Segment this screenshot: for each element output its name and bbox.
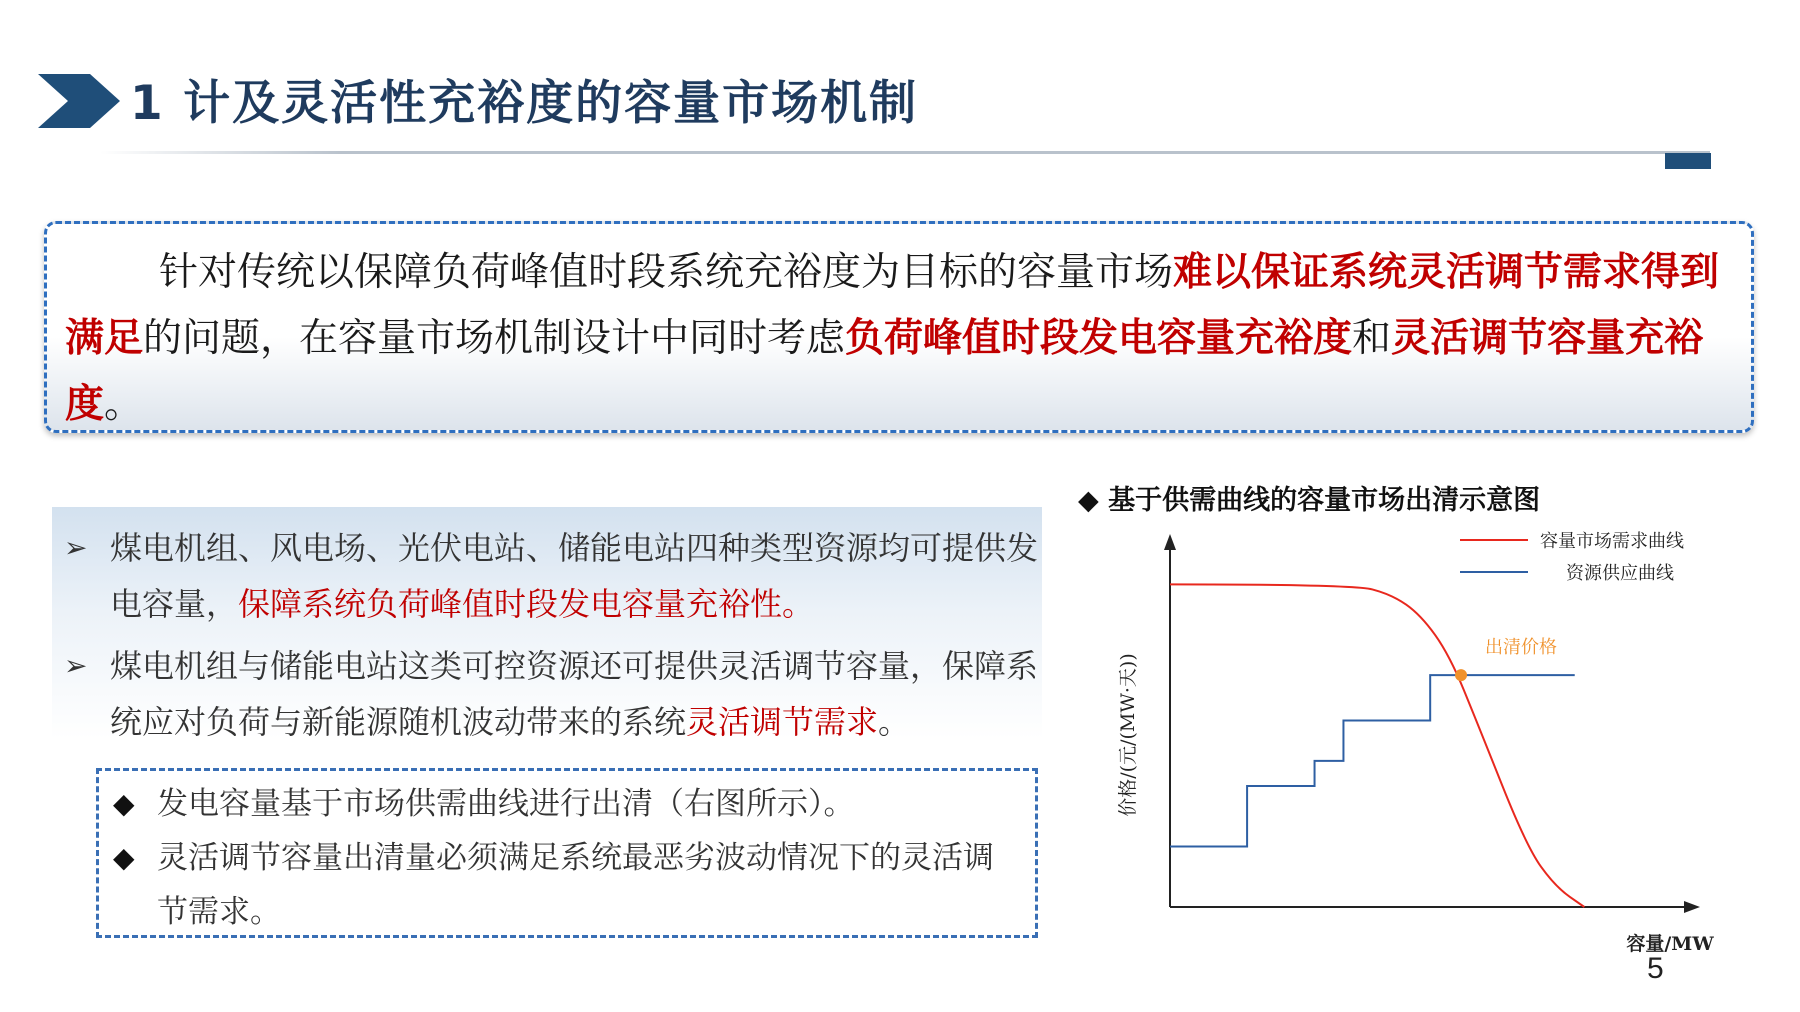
bullet-text: 煤电机组、风电场、光伏电站、储能电站四种类型资源均可提供发电容量， (110, 529, 1039, 623)
legend-label-demand: 容量市场需求曲线 (1540, 531, 1684, 552)
supply-curve (1170, 675, 1575, 846)
clearing-price-label: 出清价格 (1485, 637, 1558, 659)
diamond-bullet-icon: ◆ (113, 787, 135, 820)
intro-text-3: 和 (1352, 316, 1392, 361)
title-accent-block (1665, 153, 1711, 169)
intro-text-4: 。 (104, 382, 144, 427)
bullet-tail: 。 (878, 703, 911, 741)
y-axis-arrow-icon (1164, 534, 1176, 550)
arrow-bullet-icon: ➢ (64, 531, 88, 564)
note-text: 发电容量基于市场供需曲线进行出清（右图所示）。 (157, 786, 855, 822)
notes-box (96, 768, 1038, 938)
y-axis-label: 价格/(元/(MW·天)) (1117, 653, 1139, 817)
intro-text-1: 针对传统以保障负荷峰值时段系统充裕度为目标的容量市场 (159, 250, 1174, 295)
chart-title (1078, 478, 1540, 517)
bullet-highlight: 保障系统负荷峰值时段发电容量充裕性。 (238, 585, 815, 623)
chart-title-text: 基于供需曲线的容量市场出清示意图 (1108, 485, 1541, 516)
intro-highlight-2: 负荷峰值时段发电容量充裕度 (845, 316, 1353, 361)
diamond-bullet-icon: ◆ (113, 841, 135, 874)
x-axis-arrow-icon (1684, 901, 1700, 913)
intro-highlight-3: 灵活调节容量充裕度 (65, 316, 1704, 427)
clearing-point (1455, 669, 1467, 681)
bullet-highlight: 灵活调节需求 (686, 703, 879, 741)
note-text: 灵活调节容量出清量必须满足系统最恶劣波动情况下的灵活调节需求。 (157, 840, 994, 930)
legend (1460, 531, 1684, 584)
title-underline (100, 151, 1710, 154)
demand-curve (1170, 584, 1584, 907)
x-axis-label: 容量/MW (1626, 933, 1714, 955)
page-title: 1 计及灵活性充裕度的容量市场机制 (130, 76, 919, 131)
intro-text-2: 的问题，在容量市场机制设计中同时考虑 (143, 316, 846, 361)
chevron-icon (38, 70, 120, 132)
arrow-bullet-icon: ➢ (64, 649, 88, 682)
legend-label-supply: 资源供应曲线 (1566, 563, 1674, 584)
page-number: 5 (1647, 952, 1664, 985)
bullet-text: 煤电机组与储能电站这类可控资源还可提供灵活调节容量，保障系统应对负荷与新能源随机波动带来的系统 (110, 647, 1039, 741)
intro-highlight-1: 难以保证系统灵活调节需求得到满足 (65, 250, 1720, 361)
diamond-bullet-icon: ◆ (1078, 485, 1099, 516)
supply-demand-chart (1100, 520, 1720, 970)
intro-box (44, 221, 1754, 433)
